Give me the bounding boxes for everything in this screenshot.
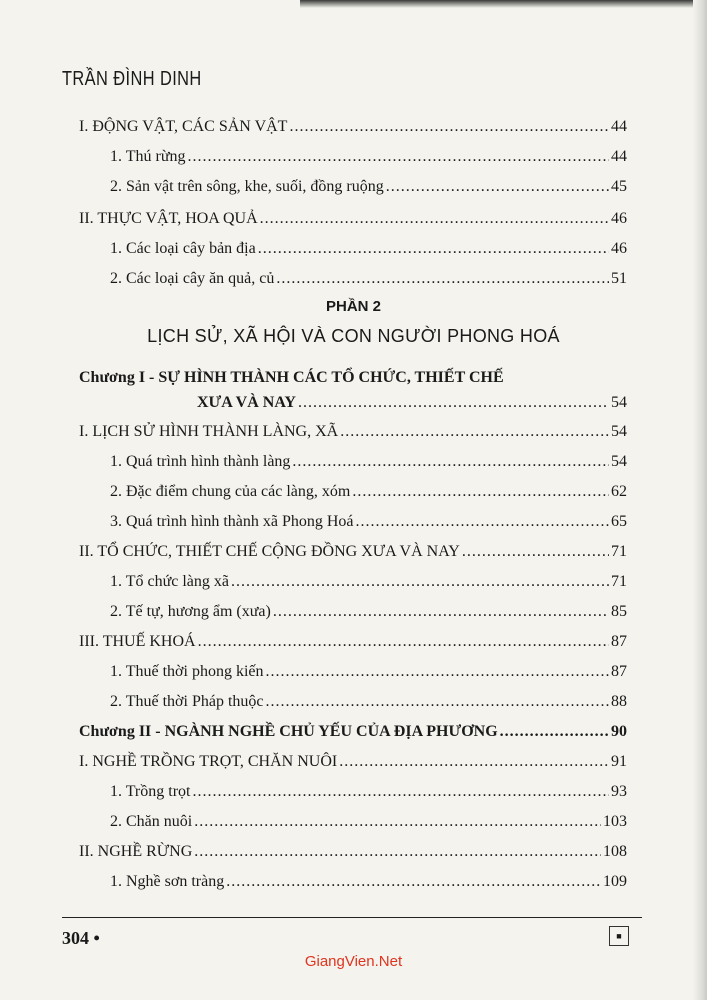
- toc-entry-label: 1. Thú rừng: [110, 148, 186, 165]
- toc-entry: [110, 693, 627, 711]
- toc-leader-dots: [260, 210, 609, 228]
- toc-leader-dots: [500, 723, 609, 741]
- toc-leader-dots: [265, 663, 609, 681]
- toc-entry: [110, 873, 627, 891]
- toc-entry: [110, 783, 627, 801]
- toc-entry-page: 44: [611, 118, 627, 135]
- toc-leader-dots: [289, 118, 609, 136]
- toc-chapter-entry: [197, 394, 627, 412]
- toc-entry: [110, 240, 627, 258]
- toc-entry-page: 108: [603, 843, 627, 860]
- toc-entry: [110, 178, 627, 196]
- toc-entry: [110, 453, 627, 471]
- toc-entry: [79, 210, 627, 228]
- toc-entry-page: 54: [611, 394, 627, 411]
- toc-entry-label: 2. Tế tự, hương ẩm (xưa): [110, 603, 271, 620]
- toc-leader-dots: [356, 513, 609, 531]
- toc-leader-dots: [273, 603, 609, 621]
- toc-leader-dots: [276, 270, 609, 288]
- toc-entry-page: 88: [611, 693, 627, 710]
- toc-entry-page: 87: [611, 633, 627, 650]
- toc-entry-page: 44: [611, 148, 627, 165]
- chapter-heading: Chương II - NGÀNH NGHỀ CHỦ YẾU CỦA ĐỊA PHƯƠNG: [79, 723, 498, 740]
- footer-rule: [62, 917, 642, 918]
- toc-entry-label: III. THUẾ KHOÁ: [79, 633, 196, 650]
- toc-entry-label: 1. Các loại cây bản địa: [110, 240, 256, 257]
- page-top-shadow: [300, 0, 707, 8]
- toc-entry-label: 2. Các loại cây ăn quả, củ: [110, 270, 275, 287]
- toc-entry-label: I. NGHỀ TRỒNG TRỌT, CHĂN NUÔI: [79, 753, 338, 770]
- toc-entry-page: 103: [603, 813, 627, 830]
- toc-entry-page: 62: [611, 483, 627, 500]
- toc-entry-page: 71: [611, 573, 627, 590]
- toc-leader-dots: [226, 873, 601, 891]
- toc-entry-page: 54: [611, 453, 627, 470]
- part-title: LỊCH SỬ, XÃ HỘI VÀ CON NGƯỜI PHONG HOÁ: [147, 326, 560, 346]
- toc-entry-page: 90: [611, 723, 627, 740]
- toc-leader-dots: [265, 693, 609, 711]
- toc-entry-page: 87: [611, 663, 627, 680]
- chapter-heading-line2: XƯA VÀ NAY: [197, 394, 296, 411]
- toc-entry-label: 3. Quá trình hình thành xã Phong Hoá: [110, 513, 354, 530]
- toc-entry: [110, 513, 627, 531]
- toc-entry-page: 46: [611, 240, 627, 257]
- toc-chapter-entry: [79, 723, 627, 741]
- toc-entry-label: 2. Thuế thời Pháp thuộc: [110, 693, 264, 710]
- toc-entry: [110, 603, 627, 621]
- toc-leader-dots: [198, 633, 609, 651]
- toc-entry: [110, 573, 627, 591]
- toc-entry: [110, 813, 627, 831]
- toc-leader-dots: [292, 453, 609, 471]
- toc-entry-label: I. LỊCH SỬ HÌNH THÀNH LÀNG, XÃ: [79, 423, 339, 440]
- toc-entry-label: I. ĐỘNG VẬT, CÁC SẢN VẬT: [79, 118, 288, 135]
- toc-leader-dots: [194, 843, 601, 861]
- toc-entry-label: 1. Nghề sơn tràng: [110, 873, 225, 890]
- watermark-text: GiangVien.Net: [304, 953, 403, 970]
- toc-leader-dots: [340, 423, 609, 441]
- toc-entry-page: 65: [611, 513, 627, 530]
- toc-entry-label: 2. Chăn nuôi: [110, 813, 193, 830]
- toc-entry-page: 46: [611, 210, 627, 227]
- toc-leader-dots: [231, 573, 609, 591]
- toc-leader-dots: [298, 394, 609, 412]
- toc-entry: [79, 423, 627, 441]
- toc-leader-dots: [258, 240, 609, 258]
- running-header-author: TRẦN ĐÌNH DINH: [62, 68, 202, 90]
- toc-entry-label: 1. Thuế thời phong kiến: [110, 663, 264, 680]
- toc-entry: [110, 148, 627, 166]
- toc-entry-page: 85: [611, 603, 627, 620]
- toc-entry-page: 45: [611, 178, 627, 195]
- toc-entry-label: 2. Sản vật trên sông, khe, suối, đồng ruộng: [110, 178, 384, 195]
- toc-entry-label: 2. Đặc điểm chung của các làng, xóm: [110, 483, 351, 500]
- footer-page-number: 304 •: [62, 928, 100, 948]
- page-right-edge: [693, 0, 707, 1000]
- chapter-heading-line1: Chương I - SỰ HÌNH THÀNH CÁC TỔ CHỨC, THIẾT CHẾ: [79, 369, 504, 386]
- toc-leader-dots: [386, 178, 609, 196]
- toc-entry-page: 51: [611, 270, 627, 287]
- toc-entry: [110, 483, 627, 501]
- toc-entry-label: 1. Quá trình hình thành làng: [110, 453, 291, 470]
- toc-entry-page: 54: [611, 423, 627, 440]
- toc-entry-label: II. THỰC VẬT, HOA QUẢ: [79, 210, 258, 227]
- toc-entry-page: 93: [611, 783, 627, 800]
- toc-entry-label: II. TỔ CHỨC, THIẾT CHẾ CỘNG ĐỒNG XƯA VÀ NAY: [79, 543, 460, 560]
- toc-entry: [79, 118, 627, 136]
- toc-entry-page: 109: [603, 873, 627, 890]
- toc-leader-dots: [194, 813, 601, 831]
- toc-entry-page: 71: [611, 543, 627, 560]
- toc-entry: [79, 543, 627, 561]
- toc-entry: [110, 270, 627, 288]
- footer-box-icon: ■: [609, 926, 629, 946]
- toc-leader-dots: [187, 148, 609, 166]
- toc-entry-label: 1. Trồng trọt: [110, 783, 191, 800]
- toc-leader-dots: [192, 783, 609, 801]
- toc-leader-dots: [352, 483, 609, 501]
- toc-entry: [110, 663, 627, 681]
- toc-entry: [79, 843, 627, 861]
- toc-leader-dots: [462, 543, 609, 561]
- toc-leader-dots: [339, 753, 609, 771]
- toc-entry: [79, 633, 627, 651]
- toc-entry-label: 1. Tổ chức làng xã: [110, 573, 230, 590]
- part-label: PHẦN 2: [325, 298, 381, 315]
- toc-entry: [79, 753, 627, 771]
- toc-entry-page: 91: [611, 753, 627, 770]
- toc-entry-label: II. NGHỀ RỪNG: [79, 843, 193, 860]
